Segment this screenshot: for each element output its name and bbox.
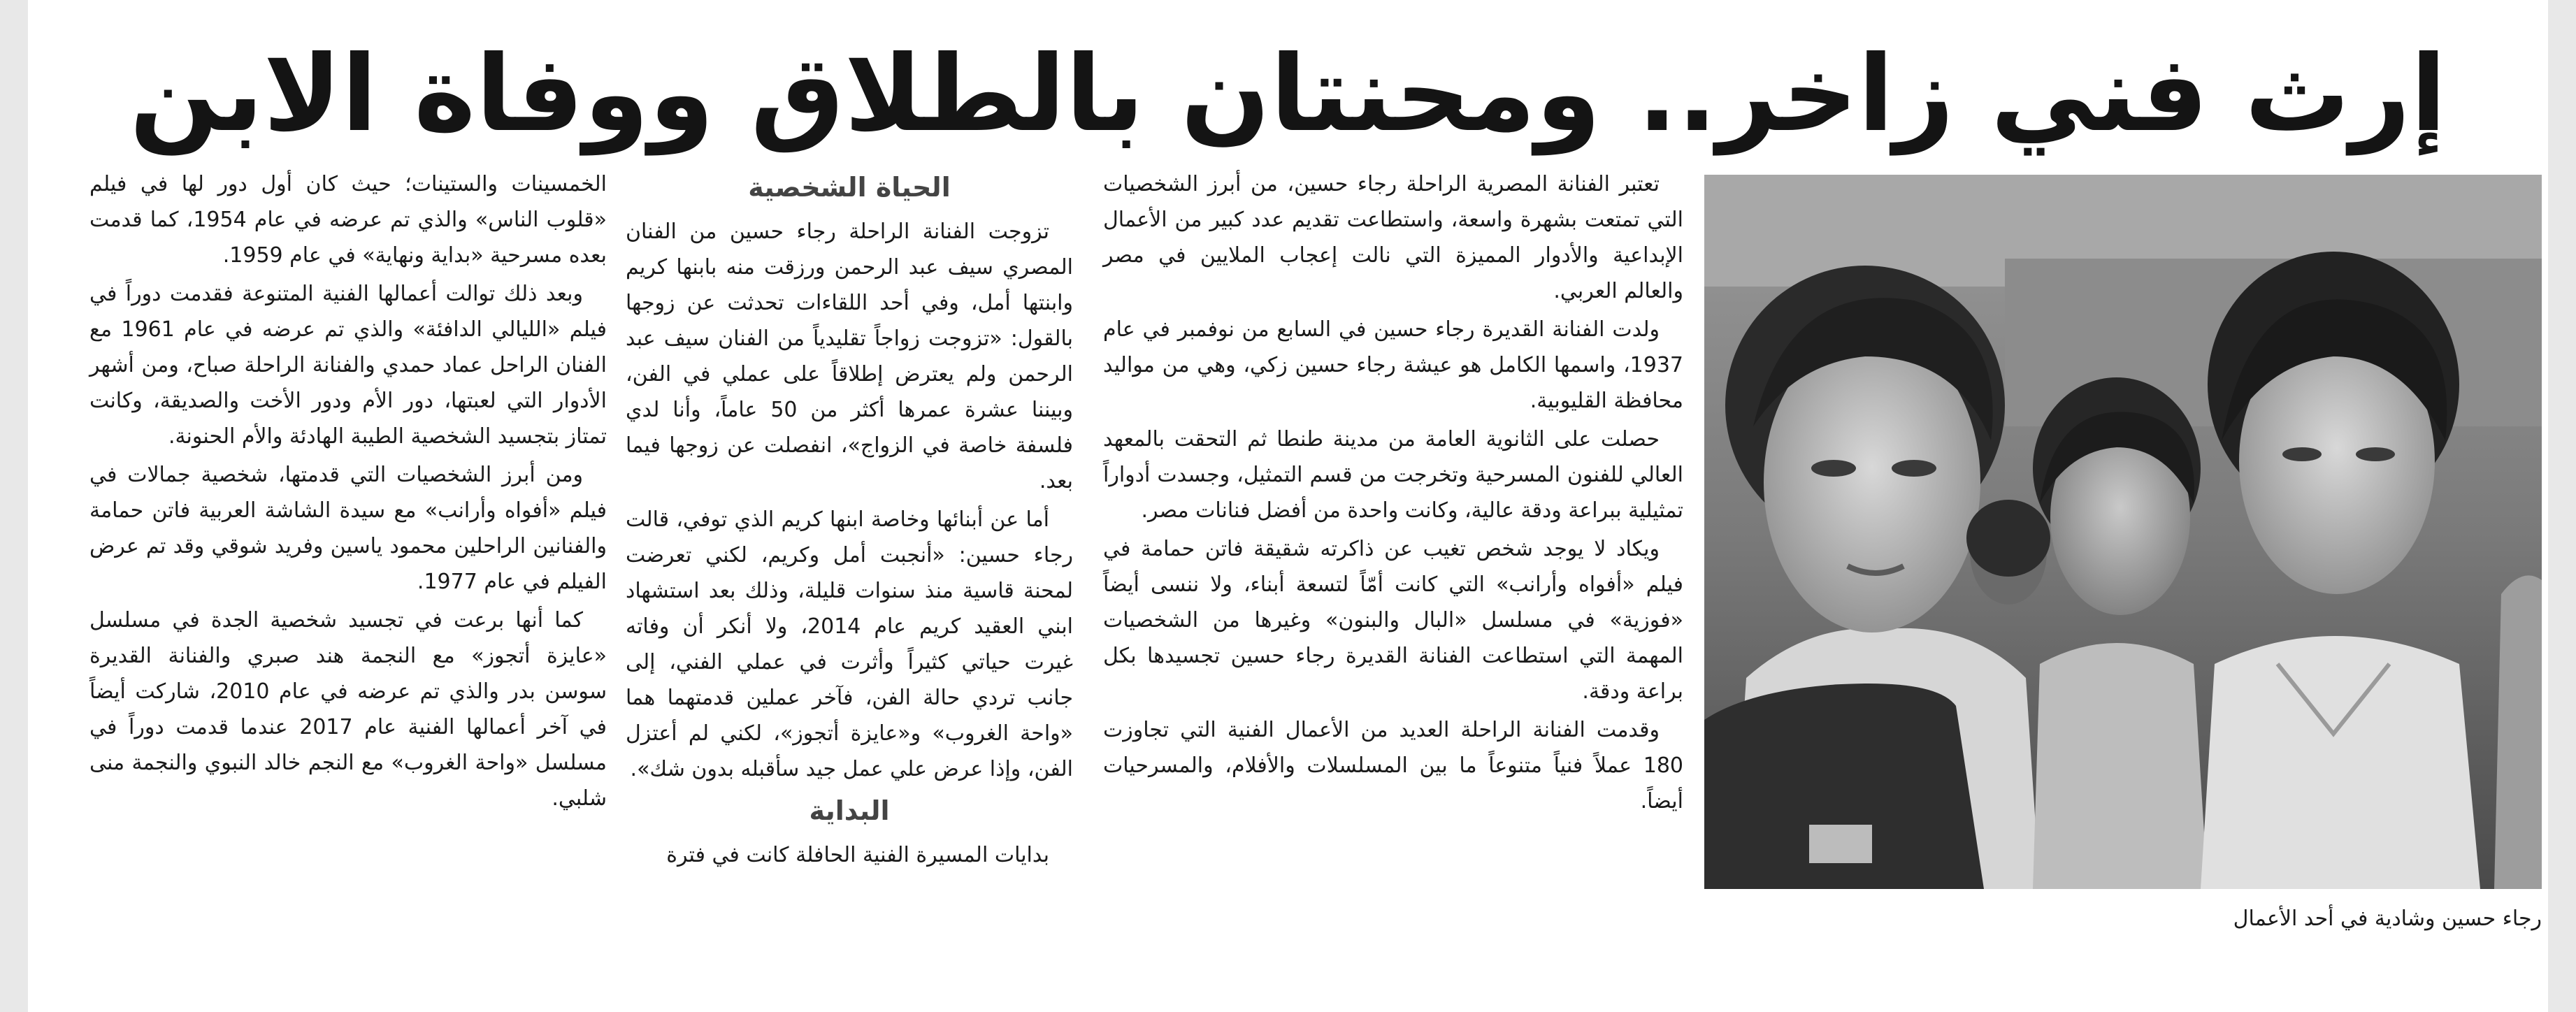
paragraph: تزوجت الفنانة الراحلة رجاء حسين من الفنان المصري سيف عبد الرحمن ورزقت منه بابنها كريم وابنتها أمل، وفي أحد اللقاءات تحدثت عن زوجها بالقول: «تزوجت زواجاً تقليدياً من الفنان سيف عبد الرحمن ولم يعترض إطلاقاً على عملي في الفن، وبيننا عشرة عمرها أكثر من 50 عاماً، وأنا لدي فلسفة خاصة في الزواج»، انفصلت عن زوجها فيما بعد.: [626, 219, 1073, 493]
paragraph: كما أنها برعت في تجسيد شخصية الجدة في مسلسل «عايزة أتجوز» مع النجمة هند صبري والفنانة القديرة سوسن بدر والذي تم عرضه في عام 2010، شاركت أيضاً في آخر أعمالها الفنية عام 2017 عندما قدمت دوراً في مسلسل «واحة الغروب» مع النجم خالد النبوي والنجمة منى شلبي.: [89, 608, 607, 811]
paragraph: ولدت الفنانة القديرة رجاء حسين في السابع من نوفمبر في عام 1937، واسمها الكامل هو عيشة رجاء حسين زكي، وهي من مواليد محافظة القليوبية.: [1103, 317, 1683, 413]
paragraph: وقدمت الفنانة الراحلة العديد من الأعمال الفنية التي تجاوزت 180 عملاً فنياً متنوعاً ما بين المسلسلات والأفلام، والمسرحيات أيضاً.: [1103, 718, 1683, 814]
photo-illustration: [1704, 175, 2542, 889]
article-column-right: [1103, 166, 1683, 822]
newspaper-page: [28, 0, 2548, 1012]
article-column-middle: [626, 166, 1073, 876]
section-heading-personal-life: الحياة الشخصية: [748, 172, 951, 203]
paragraph: ومن أبرز الشخصيات التي قدمتها، شخصية جمالات في فيلم «أفواه وأرانب» مع سيدة الشاشة العربية فاتن حمامة والفنانين الراحلين محمود ياسين وفريد شوقي وقد تم عرض الفيلم في عام 1977.: [89, 463, 607, 594]
paragraph: أما عن أبنائها وخاصة ابنها كريم الذي توفي، قالت رجاء حسين: «أنجبت أمل وكريم، لكني تعرضت لمحنة قاسية منذ سنوات قليلة، وذلك بعد استشهاد ابني العقيد كريم عام 2014، ولا أنكر أن وفاته غيرت حياتي كثيراً وأثرت في عملي الفني، إلى جانب تردي حالة الفن، فآخر عملين قدمتهما هما «واحة الغروب» و«عايزة أتجوز»، لكني لم أعتزل الفن، وإذا عرض علي عمل جيد سأقبله بدون شك».: [626, 507, 1073, 781]
paragraph: بدايات المسيرة الفنية الحافلة كانت في فترة: [666, 843, 1049, 867]
article-column-left: [89, 166, 607, 819]
section-heading-beginning: البداية: [809, 795, 890, 826]
photo-caption: رجاء حسين وشادية في أحد الأعمال: [2233, 906, 2542, 931]
paragraph: الخمسينات والستينات؛ حيث كان أول دور لها في فيلم «قلوب الناس» والذي تم عرضه في عام 1954، كما قدمت بعده مسرحية «بداية ونهاية» في عام 1959.: [89, 172, 607, 268]
article-photo: [1704, 175, 2542, 889]
paragraph: وبعد ذلك توالت أعمالها الفنية المتنوعة فقدمت دوراً في فيلم «الليالي الدافئة» والذي تم عرضه في عام 1961 مع الفنان الراحل عماد حمدي والفنانة الراحلة صباح، ومن أشهر الأدوار التي لعبتها، دور الأم ودور الأخت والصديقة، وكانت تمتاز بتجسيد الشخصية الطيبة الهادئة والأم الحنونة.: [89, 282, 607, 449]
paragraph: ويكاد لا يوجد شخص تغيب عن ذاكرته شقيقة فاتن حمامة في فيلم «أفواه وأرانب» التي كانت أمّاً لتسعة أبناء، ولا ننسى أيضاً «فوزية» في مسلسل «البال والبنون» وغيرها من الشخصيات المهمة التي استطاعت الفنانة القديرة رجاء حسين تجسيدها بكل براعة ودقة.: [1103, 537, 1683, 704]
paragraph: حصلت على الثانوية العامة من مدينة طنطا ثم التحقت بالمعهد العالي للفنون المسرحية وتخرجت من قسم التمثيل، وجسدت أدواراً تمثيلية ببراعة ودقة عالية، وكانت واحدة من أفضل فنانات مصر.: [1103, 427, 1683, 523]
headline: إرث فني زاخر.. ومحنتان بالطلاق ووفاة الابن: [129, 34, 2447, 155]
paragraph: تعتبر الفنانة المصرية الراحلة رجاء حسين، من أبرز الشخصيات التي تمتعت بشهرة واسعة، واستطاعت تقديم عدد كبير من الأعمال الإبداعية والأدوار المميزة التي نالت إعجاب الملايين في مصر والعالم العربي.: [1103, 172, 1683, 303]
